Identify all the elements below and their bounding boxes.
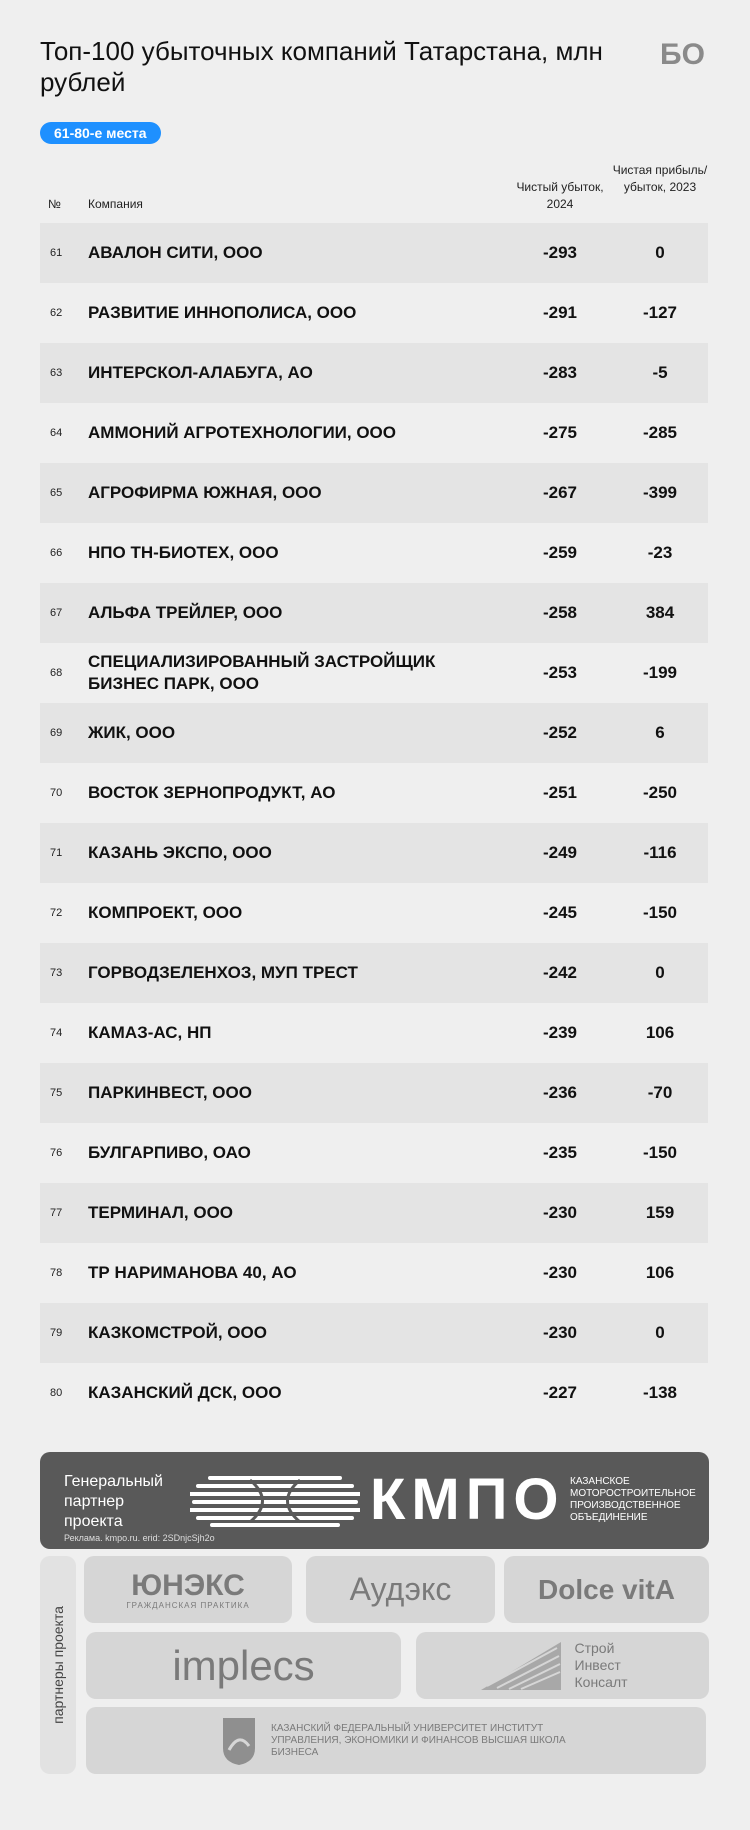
table-row [40,223,708,283]
row-result-2023: -23 [647,543,673,562]
table-row [40,823,708,883]
col-header-company: Компания [88,197,143,211]
table-row [40,703,708,763]
table-row [40,943,708,1003]
row-company: БУЛГАРПИВО, ОАО [88,1143,251,1162]
bo-logo-text: БО [660,38,705,69]
row-result-2023: 0 [655,1323,665,1342]
kfu-name: КАЗАНСКИЙ ФЕДЕРАЛЬНЫЙ УНИВЕРСИТЕТ ИНСТИТУТ УПРАВЛЕНИЯ, ЭКОНОМИКИ И ФИНАНСОВ ВЫСШАЯ ШКОЛА БИЗНЕСА [271,1722,566,1758]
row-result-2023: -150 [642,903,678,922]
row-company: ВОСТОК ЗЕРНОПРОДУКТ, АО [88,783,336,802]
table-row [40,1363,708,1423]
row-result-2023: -5 [652,363,668,382]
bo-logo [660,37,712,69]
table-row [40,583,708,643]
row-loss-2024: -283 [542,363,578,382]
row-number: 67 [50,607,63,619]
row-loss-2024: -227 [542,1383,578,1402]
row-loss-2024: -258 [542,603,578,622]
row-number: 73 [50,967,63,979]
row-company: КАЗКОМСТРОЙ, ООО [88,1323,267,1342]
dolce-name: Dolce vitA [538,1573,675,1605]
partner-unex-logo[interactable] [84,1556,292,1623]
kmpo-brand: КМПО [370,1467,565,1532]
row-company: АММОНИЙ АГРОТЕХНОЛОГИИ, ООО [88,423,396,442]
unex-name: ЮНЭКС [131,1569,245,1602]
row-number: 69 [50,727,63,739]
row-number: 79 [50,1327,63,1339]
general-partner-banner[interactable] [40,1452,709,1549]
ranking-table [40,223,708,1423]
row-loss-2024: -236 [542,1083,578,1102]
row-company: ИНТЕРСКОЛ-АЛАБУГА, АО [88,363,313,382]
row-number: 78 [50,1267,63,1279]
row-number: 62 [50,307,63,319]
row-company: ГОРВОДЗЕЛЕНХОЗ, МУП ТРЕСТ [88,963,358,982]
row-loss-2024: -239 [542,1023,578,1042]
table-row [40,283,708,343]
row-result-2023: 0 [655,963,665,982]
row-number: 63 [50,367,63,379]
row-result-2023: -285 [642,423,678,442]
row-number: 71 [50,847,63,859]
row-company: ЖИК, ООО [88,723,176,742]
table-row [40,1063,708,1123]
partners-sidebar [40,1556,76,1774]
table-row [40,643,708,703]
kfu-crest-icon [221,1716,257,1766]
row-result-2023: 159 [645,1203,675,1222]
table-row [40,343,708,403]
unex-subtitle: ГРАЖДАНСКАЯ ПРАКТИКА [126,1601,250,1610]
row-company: ПАРКИНВЕСТ, ООО [88,1083,252,1102]
row-number: 70 [50,787,63,799]
table-row [40,403,708,463]
table-row [40,763,708,823]
row-result-2023: 6 [655,723,665,742]
table-row [40,1003,708,1063]
table-row [40,883,708,943]
stroy-name: Строй Инвест Консалт [574,1640,628,1690]
col-header-result-2023: Чистая прибыль/ убыток, 2023 [612,163,708,194]
row-company: АЛЬФА ТРЕЙЛЕР, ООО [88,603,283,622]
row-company: АГРОФИРМА ЮЖНАЯ, ООО [88,483,322,502]
row-number: 77 [50,1207,63,1219]
page-title: Топ-100 убыточных компаний Татарстана, млн рублей [40,36,603,97]
row-result-2023: -138 [642,1383,678,1402]
col-header-loss-2024: Чистый убыток, 2024 [516,180,604,211]
row-company: РАЗВИТИЕ ИННОПОЛИСА, ООО [88,303,357,322]
row-company: КОМПРОЕКТ, ООО [88,903,243,922]
row-result-2023: -150 [642,1143,678,1162]
row-number: 72 [50,907,63,919]
row-loss-2024: -230 [542,1323,578,1342]
row-company: НПО ТН-БИОТЕХ, ООО [88,543,279,562]
row-loss-2024: -259 [542,543,578,562]
row-company: КАЗАНЬ ЭКСПО, ООО [88,843,272,862]
row-result-2023: 106 [645,1023,675,1042]
partner-implecs-logo[interactable] [86,1632,401,1699]
row-company: КАЗАНСКИЙ ДСК, ООО [88,1383,282,1402]
row-loss-2024: -251 [542,783,578,802]
table-row [40,1243,708,1303]
kmpo-description: КАЗАНСКОЕ МОТОРОСТРОИТЕЛЬНОЕ ПРОИЗВОДСТВЕННОЕ ОБЪЕДИНЕНИЕ [570,1476,696,1523]
range-badge: 61-80-е места [40,122,161,144]
row-result-2023: -116 [643,843,677,862]
general-partner-label: Генеральный партнер проекта [64,1473,163,1530]
kmpo-stripes-icon [190,1474,360,1528]
partner-kfu-logo[interactable] [86,1707,706,1774]
partner-dolce-logo[interactable] [504,1556,709,1623]
row-number: 74 [50,1027,63,1039]
row-result-2023: -399 [642,483,678,502]
row-loss-2024: -230 [542,1203,578,1222]
row-result-2023: -127 [642,303,678,322]
row-company: КАМАЗ-АС, НП [88,1023,212,1042]
row-loss-2024: -230 [542,1263,578,1282]
row-result-2023: -199 [642,663,678,682]
row-number: 64 [50,427,63,439]
row-loss-2024: -249 [542,843,578,862]
row-company: ТЕРМИНАЛ, ООО [88,1203,234,1222]
partner-stroy-logo[interactable] [416,1632,709,1699]
table-row [40,523,708,583]
row-number: 65 [50,487,63,499]
row-number: 76 [50,1147,63,1159]
row-number: 68 [50,667,63,679]
row-number: 80 [50,1387,63,1399]
stroy-mark-icon [481,1642,561,1690]
row-number: 61 [50,247,63,259]
row-company: СПЕЦИАЛИЗИРОВАННЫЙ ЗАСТРОЙЩИК БИЗНЕС ПАРК, ООО [88,652,436,693]
partner-audex-logo[interactable] [306,1556,495,1623]
table-row [40,463,708,523]
row-loss-2024: -253 [542,663,578,682]
row-loss-2024: -245 [542,903,578,922]
table-row [40,1303,708,1363]
row-company: АВАЛОН СИТИ, ООО [88,243,263,262]
row-number: 66 [50,547,63,559]
ad-erid: Реклама. kmpo.ru. erid: 2SDnjcSjh2o [64,1533,215,1543]
row-loss-2024: -291 [542,303,578,322]
table-row [40,1123,708,1183]
row-loss-2024: -252 [542,723,578,742]
table-row [40,1183,708,1243]
row-result-2023: -70 [647,1083,673,1102]
row-loss-2024: -235 [542,1143,578,1162]
implecs-name: implecs [172,1641,315,1689]
row-number: 75 [50,1087,63,1099]
audex-name: Аудэкс [349,1571,452,1607]
row-loss-2024: -275 [542,423,578,442]
row-result-2023: -250 [642,783,678,802]
row-loss-2024: -242 [542,963,578,982]
row-loss-2024: -267 [542,483,578,502]
row-result-2023: 106 [645,1263,675,1282]
row-company: ТР НАРИМАНОВА 40, АО [88,1263,297,1282]
row-loss-2024: -293 [542,243,578,262]
col-header-num: № [48,197,61,211]
row-result-2023: 0 [655,243,665,262]
partners-label: партнеры проекта [50,1606,66,1724]
row-result-2023: 384 [645,603,675,622]
